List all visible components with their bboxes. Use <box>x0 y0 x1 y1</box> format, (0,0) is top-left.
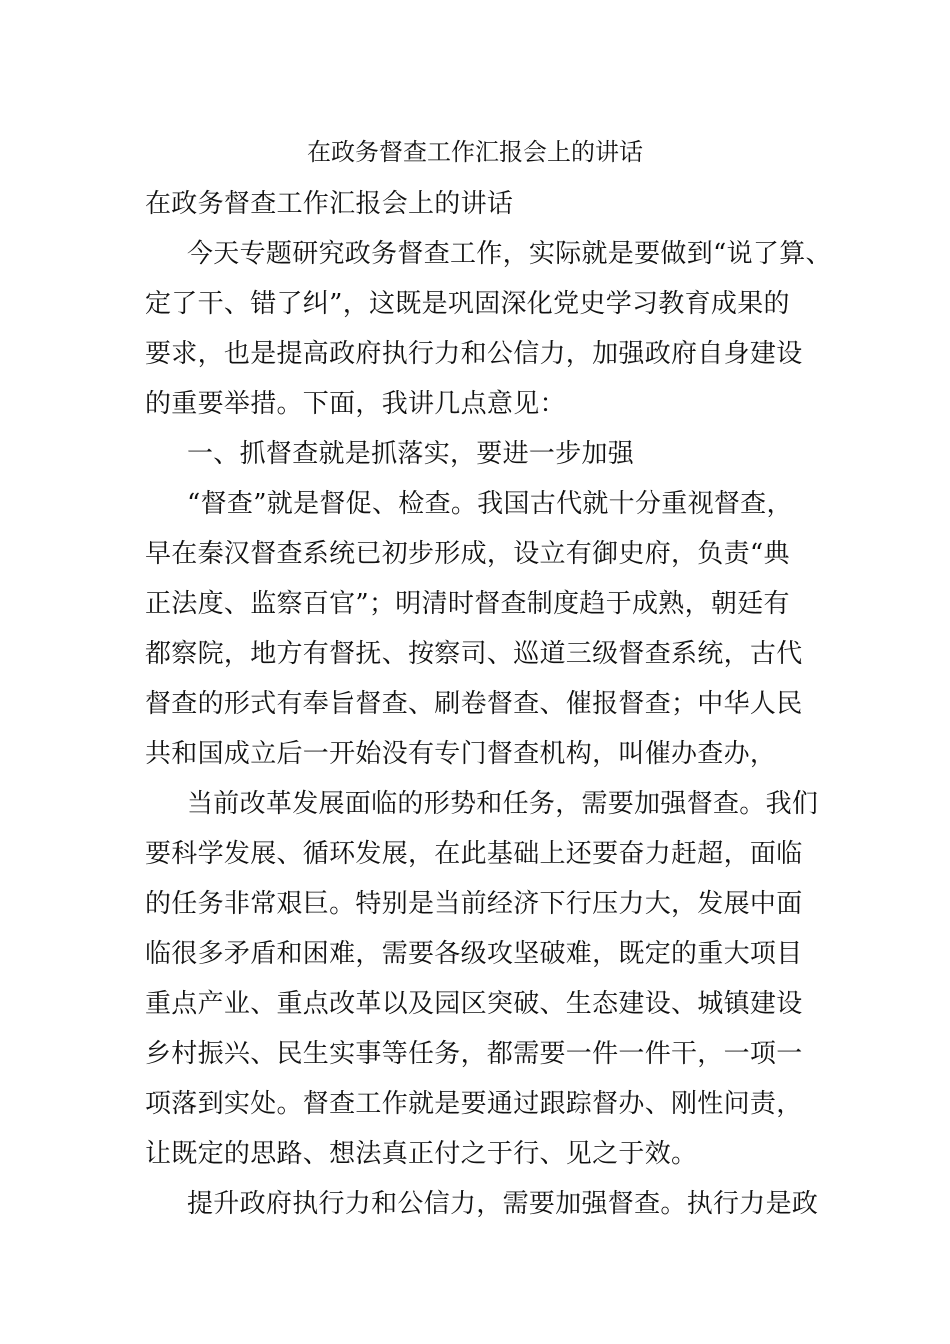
paragraph-line: 的重要举措。下面，我讲几点意见： <box>145 389 566 419</box>
paragraph-line: 都察院，地方有督抚、按察司、巡道三级督查系统，古代 <box>145 639 803 669</box>
paragraph-line: 督查的形式有奉旨督查、刷卷督查、催报督查；中华人民 <box>145 689 803 719</box>
paragraph-line: 早在秦汉督查系统已初步形成，设立有御史府，负责“典 <box>145 539 790 569</box>
section-heading: 一、抓督查就是抓落实，要进一步加强 <box>187 439 635 469</box>
paragraph-line: 要科学发展、循环发展，在此基础上还要奋力赶超，面临 <box>145 839 803 869</box>
paragraph-line: “督查”就是督促、检查。我国古代就十分重视督查， <box>187 489 793 519</box>
paragraph-line: 乡村振兴、民生实事等任务，都需要一件一件干，一项一 <box>145 1039 803 1069</box>
subtitle-line: 在政务督查工作汇报会上的讲话 <box>145 189 514 219</box>
paragraph-line: 共和国成立后一开始没有专门督查机构，叫催办查办， <box>145 739 777 769</box>
paragraph-line: 正法度、监察百官”；明清时督查制度趋于成熟，朝廷有 <box>145 589 790 619</box>
paragraph-line: 让既定的思路、想法真正付之于行、见之于效。 <box>145 1139 698 1169</box>
document-title: 在政务督查工作汇报会上的讲话 <box>307 138 643 166</box>
paragraph-line: 重点产业、重点改革以及园区突破、生态建设、城镇建设 <box>145 989 803 1019</box>
paragraph-line: 要求，也是提高政府执行力和公信力，加强政府自身建设 <box>145 339 803 369</box>
paragraph-line: 的任务非常艰巨。特别是当前经济下行压力大，发展中面 <box>145 889 803 919</box>
paragraph-line: 今天专题研究政务督查工作，实际就是要做到“说了算、 <box>187 239 832 269</box>
paragraph-line: 临很多矛盾和困难，需要各级攻坚破难，既定的重大项目 <box>145 939 803 969</box>
paragraph-line: 提升政府执行力和公信力，需要加强督查。执行力是政 <box>187 1189 819 1219</box>
paragraph-line: 定了干、错了纠”，这既是巩固深化党史学习教育成果的 <box>145 289 790 319</box>
paragraph-line: 当前改革发展面临的形势和任务，需要加强督查。我们 <box>187 789 819 819</box>
paragraph-line: 项落到实处。督查工作就是要通过跟踪督办、刚性问责， <box>145 1089 803 1119</box>
